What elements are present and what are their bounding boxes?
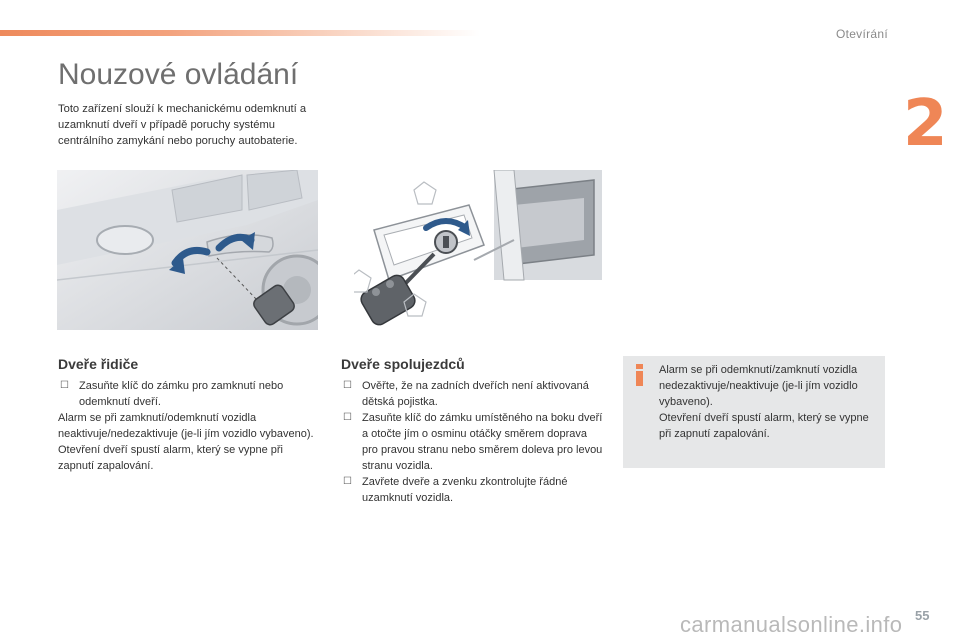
header-accent-bar (0, 30, 480, 36)
driver-note: Otevření dveří spustí alarm, který se vypne při zapnutí zapalování. (58, 444, 283, 472)
chapter-number: 2 (903, 87, 948, 161)
list-item (58, 378, 316, 410)
list-item (341, 474, 605, 506)
checkbox-bullet-icon: ☐ (60, 380, 69, 391)
list-item (341, 410, 605, 474)
info-text (659, 362, 877, 442)
driver-door-illustration (57, 170, 318, 330)
info-line: Alarm se při odemknutí/zamknutí vozidla nedezaktivuje/neaktivuje (je-li jím vozidlo vybaveno). (659, 364, 858, 408)
checkbox-bullet-icon: ☐ (343, 476, 352, 487)
watermark: carmanualsonline.info (680, 612, 903, 637)
list-item (341, 378, 605, 410)
section-name: Otevírání (835, 27, 888, 41)
passenger-bullet-text: Ověřte, že na zadních dveřích není aktivovaná dětská pojistka. (362, 380, 589, 408)
info-icon (633, 364, 647, 386)
info-box (623, 356, 885, 468)
passenger-doors-section (341, 378, 605, 506)
page-title: Nouzové ovládání (58, 58, 299, 91)
info-line: Otevření dveří spustí alarm, který se vypne při zapnutí zapalování. (659, 412, 869, 440)
driver-door-section (58, 378, 316, 474)
driver-note: Alarm se při zamknutí/odemknutí vozidla neaktivuje/nedezaktivuje (je-li jím vozidlo vybaveno). (58, 412, 314, 440)
passenger-bullet-text: Zasuňte klíč do zámku umístěného na boku dveří a otočte jím o osminu otáčky směrem doprava pro pravou stranu nebo směrem doleva pro levou stranu vozidla. (362, 412, 603, 472)
passenger-doors-heading: Dveře spolujezdců (341, 356, 465, 372)
driver-door-heading: Dveře řidiče (58, 356, 139, 372)
passenger-door-illustration (354, 170, 602, 330)
checkbox-bullet-icon: ☐ (343, 412, 352, 423)
page-number: 55 (915, 608, 930, 623)
checkbox-bullet-icon: ☐ (343, 380, 352, 391)
passenger-bullet-text: Zavřete dveře a zvenku zkontrolujte řádné uzamknutí vozidla. (362, 476, 568, 504)
driver-bullet-text: Zasuňte klíč do zámku pro zamknutí nebo odemknutí dveří. (79, 380, 284, 408)
intro-text: Toto zařízení slouží k mechanickému odemknutí a uzamknutí dveří v případě poruchy systému centrálního zamykání nebo poruchy autobaterie. (58, 103, 307, 147)
